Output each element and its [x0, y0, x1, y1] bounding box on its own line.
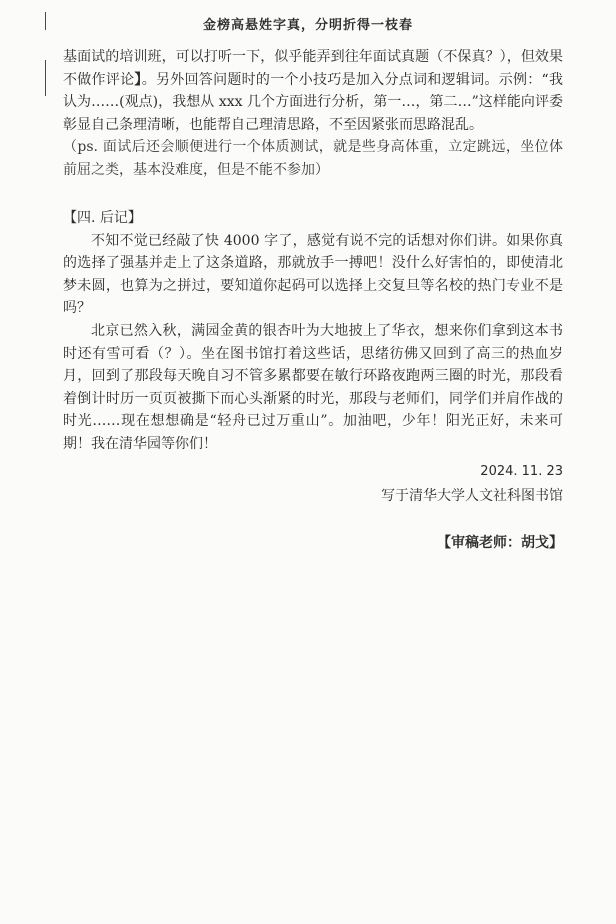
- paragraph-interview-tips: [63, 46, 563, 136]
- margin-rule-side: [45, 60, 46, 96]
- section-heading: 【四. 后记】: [63, 209, 142, 226]
- signature-block: [63, 460, 563, 508]
- signature-place: 写于清华大学人文社科图书馆: [381, 487, 563, 504]
- paragraph-physical-test-note: （ps. 面试后还会顺便进行一个体质测试，就是些身高体重，立定跳远，坐位体前屈之类，基本没难度，但是不能不参加）: [63, 139, 563, 178]
- page-header: 金榜高悬姓字真，分明折得一枝春: [202, 18, 413, 33]
- paragraph-afterword-2: 北京已然入秋，满园金黄的银杏叶为大地披上了华衣，想来你们拿到这本书时还有雪可看（？）。坐在图书馆打着这些话，思绪彷佛又回到了高三的热血岁月，回到了那段每天晚自习不管多累都要在敏行环路夜跑两三圈的时光，那段看着倒计时历一页页被撕下而心头渐紧的时光，那段与老师们，同学们并肩作战的时光……现在想想确是“轻舟已过万重山”。加油吧，少年！阳光正好，未来可期！我在清华园等你们！: [63, 322, 563, 452]
- bracket-mark: 】: [134, 71, 142, 88]
- paragraph-text: 基面试的培训班，可以打听一下，似乎能弄到往年面试真题（不保真？），但效果不做作评论: [63, 49, 563, 88]
- paragraph-text: 。另外回答问题时的一个小技巧是加入分点词和逻辑词。示例：“我认为……(观点)，我想从 xxx 几个方面进行分析，第一…，第二…”这样能向评委彰显自己条理清晰，也能帮自己理清思路，不至因紧张而思路混乱。: [63, 71, 563, 133]
- page-content: [63, 46, 563, 552]
- paragraph-afterword-1: 不知不觉已经敲了快 4000 字了，感觉有说不完的话想对你们讲。如果你真的选择了强基并走上了这条道路，那就放手一搏吧！没什么好害怕的，即使清北梦未圆，也算为之拼过，要知道你起码可以选择上交复旦等名校的热门专业不是吗？: [63, 232, 563, 317]
- reviewer-credit: 【审稿老师：胡戈】: [437, 534, 563, 551]
- signature-date: 2024. 11. 23: [480, 463, 563, 479]
